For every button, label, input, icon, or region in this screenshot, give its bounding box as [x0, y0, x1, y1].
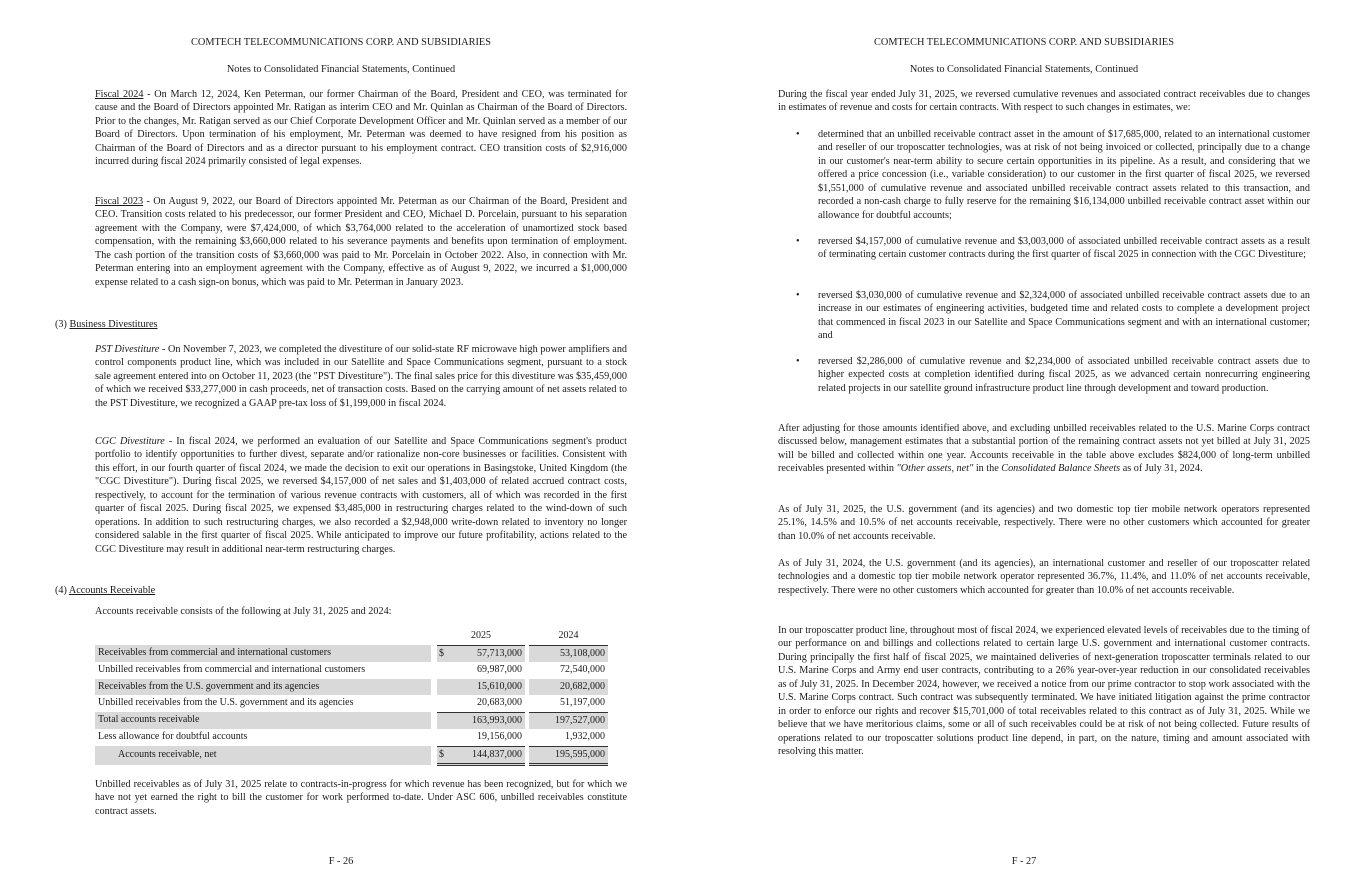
concentration-2025-paragraph: As of July 31, 2025, the U.S. government (and its agencies) and two domestic top tier mobile network operators represented 25.1%, 14.5% and 10.5% of net accounts receivable, respectively. There were no other customers which accounted for greater than 10.0% of net accounts receivable. — [778, 504, 1310, 542]
row-label: Receivables from commercial and international customers — [95, 645, 431, 662]
value-2024: 53,108,000 — [529, 645, 608, 662]
company-header: COMTECH TELECOMMUNICATIONS CORP. AND SUBSIDIARIES — [191, 37, 491, 48]
after-adjusting-text: After adjusting for those amounts identified above, and excluding unbilled receivables related to the U.S. Marine Corps contract discussed below, management estimates that a substantial portion of the remaining contract assets not yet billed at July 31, 2025 will be billed and collected within one year. Accounts receivable in the table above excludes $824,000 of long-term unbilled receivables presented within — [778, 423, 1310, 475]
bullet-marker: • — [796, 356, 800, 367]
value-2024: 1,932,000 — [565, 731, 605, 742]
value-2024: 197,527,000 — [529, 712, 608, 729]
section-3-heading — [55, 318, 157, 331]
value-2025: 163,993,000 — [453, 712, 525, 729]
section-3-title: Business Divestitures — [69, 319, 158, 330]
fiscal-2023-label: Fiscal 2023 — [95, 196, 144, 207]
table-row-total — [95, 712, 608, 729]
changes-in-estimates-intro: During the fiscal year ended July 31, 2025, we reversed cumulative revenues and associated contract receivables due to changes in estimates of revenue and costs for certain contracts. With respect to such changes in estimates, we: — [778, 89, 1310, 114]
fiscal-2023-text: - On August 9, 2022, our Board of Directors appointed Mr. Peterman as our Chairman of the Board, President and CEO. Transition costs related to his predecessor, our former President and CEO, Michael D. Porcelain, pursuant to his separation agreement with the Company, were $7,424,000, of which $3,764,000 related to the acceleration of unamortized stock based compensation, with the remaining $3,660,000 related to his severance payments and benefits upon termination of employment. The cash portion of the transition costs of $3,660,000 was paid to Mr. Porcelain in October 2022. Also, in connection with Mr. Peterman entering into an employment agreement with the Company, effective as of August 9, 2022, we incurred a $1,000,000 expense related to a cash sign-on bonus, which was paid to Mr. Peterman in January 2023. — [95, 196, 627, 288]
bullet-text: reversed $2,286,000 of cumulative revenue and $2,234,000 of associated unbilled receivable contract assets due to higher expected costs at completion identified during fiscal 2025, as we advanced certain nonrecurring engineering related projects in our satellite ground infrastructure product line through development and toward production. — [818, 356, 1310, 394]
notes-subtitle: Notes to Consolidated Financial Statements, Continued — [909, 64, 1139, 75]
left-page — [0, 0, 682, 889]
value-2025: 69,987,000 — [477, 664, 522, 675]
fiscal-2023-paragraph — [95, 195, 627, 289]
table-header-row — [95, 628, 608, 645]
fiscal-2024-text: - On March 12, 2024, Ken Peterman, our former Chairman of the Board, President and CEO, was terminated for cause and the Board of Directors appointed Mr. Ratigan as interim CEO and Mr. Quinlan as Chairman of the Board of Directors. Prior to the changes, Mr. Ratigan served as our Chief Corporate Development Officer and Mr. Quinlan served as a member of our Board of Directors. Upon termination of his employment, Mr. Peterman was deemed to have resigned from his position as Chairman of the Board of Directors and as a director pursuant to his employment contract. CEO transition costs of $2,916,000 incurred during fiscal 2024 primarily consisted of legal expenses. — [95, 89, 627, 168]
bullet-marker: • — [796, 236, 800, 247]
notes-subtitle: Notes to Consolidated Financial Statements, Continued — [226, 64, 456, 75]
section-4-title: Accounts Receivable — [68, 585, 156, 596]
cgc-text: - In fiscal 2024, we performed an evaluation of our Satellite and Space Communications segment's product portfolio to identify opportunities to further divest, separate and/or rationalize non-core businesses or facilities. Consistent with this effort, in our fourth quarter of fiscal 2024, we made the decision to exit our operations in Basingstoke, United Kingdom (the "CGC Divestiture"). During fiscal 2025, we reversed $4,157,000 of net sales and $1,403,000 of related accrued contract costs, respectively, to account for the termination of various revenue contracts with customers, all of which was recorded in the first quarter of fiscal 2025. During fiscal 2025, we expensed $3,485,000 in restructuring charges related to the wind-down of such operations. In addition to such restructuring charges, we also recorded a $2,948,000 write-down related to inventory no longer considered salable in the first quarter of fiscal 2025. While anticipated to improve our future profitability, actions related to the CGC Divestiture may result in additional near-term restructuring charges. — [95, 436, 627, 555]
ar-intro: Accounts receivable consists of the following at July 31, 2025 and 2024: — [95, 606, 392, 617]
concentration-2024-paragraph: As of July 31, 2024, the U.S. government (and its agencies), an international customer and reseller of our troposcatter related technologies and a domestic top tier mobile network operator represented 36.7%, 11.4%, and 11.0% of net accounts receivable, respectively. There were no other customers which accounted for greater than 10.0% of net accounts receivable. — [778, 558, 1310, 596]
row-label: Unbilled receivables from commercial and international customers — [98, 664, 366, 675]
col-2024-header: 2024 — [529, 628, 608, 645]
table-row — [95, 729, 608, 746]
company-header: COMTECH TELECOMMUNICATIONS CORP. AND SUBSIDIARIES — [874, 37, 1174, 48]
row-label: Unbilled receivables from the U.S. government and its agencies — [98, 697, 354, 709]
table-row — [95, 695, 608, 712]
value-2024: 195,595,000 — [529, 746, 608, 765]
balance-sheets-ref: Consolidated Balance Sheets — [1001, 463, 1121, 475]
row-label: Receivables from the U.S. government and its agencies — [95, 679, 431, 696]
pst-text: - On November 7, 2023, we completed the divestiture of our solid-state RF microwave high power amplifiers and control components product line, which was included in our Satellite and Space Communications segment, pursuant to a stock sale agreement entered into on October 11, 2023 (the "PST Divestiture"). The final sales price for this divestiture was $35,459,000 of which we received $33,277,000 in cash proceeds, net of transaction costs. Based on the carrying amount of net assets related to the PST Divestiture, we recognized a GAAP pre-tax loss of $1,199,000 in fiscal 2024. — [95, 344, 628, 409]
value-2024: 51,197,000 — [560, 697, 605, 708]
page-number: F - 26 — [328, 856, 354, 867]
value-2025: 19,156,000 — [477, 731, 522, 742]
troposcatter-paragraph: In our troposcatter product line, throughout most of fiscal 2024, we experienced elevated levels of receivables due to the timing of our performance on and billings and collections related to certain large U.S. government and international customer contracts. During principally the first half of fiscal 2025, we maintained deliveries of next-generation troposcatter terminals related to our U.S. Marine Corps and Army end user contracts, contributing to a 26% year-over-year reduction in our consolidated receivables as of July 31, 2025. In December 2024, however, we received a notice from our prime contractor to stop work associated with the U.S. Marine Corps contract. Such contract was subsequently terminated. We have initiated litigation against the prime contractor in order to enforce our rights and recover $15,701,000 of total receivables related to this contract as of July 31, 2025. While we believe that we have meritorious claims, some or all of such receivables could be at risk of not being collected. Future results of operations related to our troposcatter solutions product line depend, in part, on the nature, timing and amount associated with resolving this matter. — [778, 625, 1310, 758]
currency-symbol — [437, 729, 453, 746]
section-3-number: (3) — [55, 319, 70, 330]
col-2025-header: 2025 — [437, 628, 525, 645]
row-label: Less allowance for doubtful accounts — [98, 731, 248, 743]
value-2024: 20,682,000 — [529, 679, 608, 696]
currency-symbol — [437, 662, 453, 679]
currency-symbol — [437, 679, 453, 696]
page-number: F - 27 — [1011, 856, 1037, 867]
cgc-label: CGC Divestiture — [95, 436, 165, 447]
value-2025: 15,610,000 — [453, 679, 525, 696]
row-label: Accounts receivable, net — [95, 746, 431, 765]
currency-symbol: $ — [437, 746, 453, 765]
bullet-text: reversed $4,157,000 of cumulative revenue and $3,003,000 of associated unbilled receivable contract assets as a result of terminating certain customer contracts during the first quarter of fiscal 2025 in connection with the CGC Divestiture; — [818, 236, 1310, 261]
accounts-receivable-table — [95, 628, 608, 766]
other-assets-ref: "Other assets, net" — [896, 463, 974, 475]
fiscal-2024-paragraph — [95, 88, 627, 169]
bullet-text: reversed $3,030,000 of cumulative revenue and $2,324,000 of associated unbilled receivable contract assets due to an increase in our estimates of engineering activities, budgeted time and related costs to complete a development project that commenced in fiscal 2023 in our Satellite and Space Communications segment and with an international customer; and — [818, 290, 1310, 342]
list-item — [796, 355, 1310, 395]
value-2025: 144,837,000 — [453, 746, 525, 765]
pst-divestiture-paragraph — [95, 343, 627, 410]
list-item — [796, 235, 1310, 262]
table-row — [95, 662, 608, 679]
list-item — [796, 128, 1310, 222]
bullet-marker: • — [796, 290, 800, 301]
bullet-text: determined that an unbilled receivable contract asset in the amount of $17,685,000, related to an international customer and reseller of our troposcatter technologies, was at risk of not being invoiced or collected, principally due to a change in our customer's near-term ability to secure certain opportunities in its pipeline. As a result, and considering that we offered a price concession (i.e., variable consideration) to our customer in the first quarter of fiscal 2025, we reversed $1,551,000 of cumulative revenue and associated unbilled receivable contract assets related to this transaction, and recorded a non-cash charge to fully reserve for the remaining $16,134,000 unbilled receivable contract asset within our allowance for doubtful accounts; — [818, 129, 1310, 221]
pst-label: PST Divestiture — [95, 344, 160, 355]
currency-symbol — [437, 695, 453, 712]
currency-symbol: $ — [437, 645, 453, 662]
value-2025: 20,683,000 — [477, 697, 522, 708]
value-2024: 72,540,000 — [560, 664, 605, 675]
after-adjusting-end: as of July 31, 2024. — [1120, 463, 1203, 475]
table-row — [95, 679, 608, 696]
after-adjusting-paragraph — [778, 422, 1310, 476]
section-4-heading — [55, 584, 155, 597]
unbilled-receivables-paragraph: Unbilled receivables as of July 31, 2025 relate to contracts-in-progress for which revenue has been recognized, but for which we have not yet earned the right to bill the customer for work performed to-date. Under ASC 606, unbilled receivables constitute contract assets. — [95, 779, 627, 817]
row-label: Total accounts receivable — [95, 712, 431, 729]
cgc-divestiture-paragraph — [95, 435, 627, 556]
currency-symbol — [437, 712, 453, 729]
bullet-marker: • — [796, 129, 800, 140]
table-row — [95, 645, 608, 662]
value-2025: 57,713,000 — [453, 645, 525, 662]
table-row-net — [95, 746, 608, 765]
after-adjusting-mid: in the — [973, 463, 1002, 475]
section-4-number: (4) — [55, 585, 69, 596]
right-page — [683, 0, 1365, 889]
list-item — [796, 289, 1310, 343]
fiscal-2024-label: Fiscal 2024 — [95, 89, 144, 100]
